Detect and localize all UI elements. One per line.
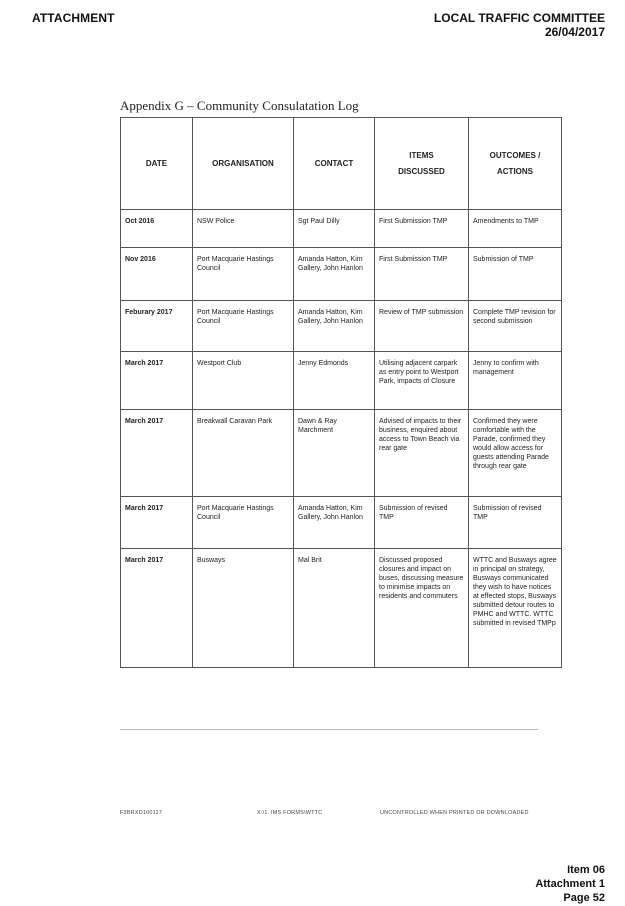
meeting-date: 26/04/2017 [544,25,605,39]
item-number: Item 06 [567,864,605,876]
committee-name: LOCAL TRAFFIC COMMITTEE [433,11,605,25]
header-date: DATE [121,118,193,210]
table-row [121,410,562,497]
cell-organisation: NSW Police [193,210,294,248]
footer-doc-code: F3BRXD100117 [120,810,163,816]
cell-outcomes: Confirmed they were comfortable with the Parade, confirmed they would allow access for guests attending Parade through rear gate [469,410,562,497]
table-row [121,301,562,352]
table-header-row [121,118,562,210]
cell-contact: Jenny Edmonds [294,352,375,410]
cell-items: First Submission TMP [375,210,469,248]
cell-contact: Amanda Hatton, Kim Gallery, John Hanlon [294,248,375,301]
cell-items: Advised of impacts to their business, enquired about access to Town Beach via rear gate [375,410,469,497]
cell-contact: Amanda Hatton, Kim Gallery, John Hanlon [294,497,375,549]
cell-items: Discussed proposed closures and impact on buses, discussing measure to minimise impacts on residents and commuters [375,549,469,668]
table-row [121,210,562,248]
cell-date: March 2017 [121,352,193,410]
attachment-number: Attachment 1 [535,878,605,890]
page-number: Page 52 [563,892,605,904]
cell-date: Feburary 2017 [121,301,193,352]
cell-organisation: Port Macquarie Hastings Council [193,248,294,301]
footer-path: X:\1. IMS FORMS\WTTC [257,810,323,816]
cell-contact: Mal Brit [294,549,375,668]
cell-date: Nov 2016 [121,248,193,301]
footer-divider [120,729,538,730]
cell-organisation: Port Macquarie Hastings Council [193,301,294,352]
header-contact: CONTACT [294,118,375,210]
cell-organisation: Breakwall Caravan Park [193,410,294,497]
cell-date: Oct 2016 [121,210,193,248]
table-row [121,549,562,668]
cell-outcomes: WTTC and Busways agree in principal on strategy, Busways communicated they wish to have notices at effected stops, Busways submitted detour routes to PMHC and WTTC. WTTC submitted in revised TMPp [469,549,562,668]
item-reference [535,863,605,905]
cell-contact: Sgt Paul Dilly [294,210,375,248]
header-items-discussed: ITEMS DISCUSSED [375,118,469,210]
attachment-heading: ATTACHMENT [32,11,115,25]
cell-contact: Amanda Hatton, Kim Gallery, John Hanlon [294,301,375,352]
cell-organisation: Port Macquarie Hastings Council [193,497,294,549]
cell-organisation: Westport Club [193,352,294,410]
cell-outcomes: Complete TMP revision for second submission [469,301,562,352]
consultation-log-table [120,117,562,668]
cell-outcomes: Jenny to confirm with management [469,352,562,410]
footer-notice: UNCONTROLLED WHEN PRINTED OR DOWNLOADED [380,810,529,816]
cell-date: March 2017 [121,410,193,497]
committee-header [434,11,605,39]
table-row [121,497,562,549]
cell-items: Utilising adjacent carpark as entry point to Westport Park, impacts of Closure [375,352,469,410]
cell-items: First Submission TMP [375,248,469,301]
header-outcomes-actions: OUTCOMES / ACTIONS [469,118,562,210]
appendix-title: Appendix G – Community Consulatation Log [120,98,359,113]
header-organisation: ORGANISATION [193,118,294,210]
cell-items: Review of TMP submission [375,301,469,352]
table-row [121,352,562,410]
table-row [121,248,562,301]
cell-outcomes: Amendments to TMP [469,210,562,248]
cell-items: Submission of revised TMP [375,497,469,549]
cell-date: March 2017 [121,549,193,668]
cell-outcomes: Submission of revised TMP [469,497,562,549]
cell-contact: Dawn & Ray Marchment [294,410,375,497]
cell-date: March 2017 [121,497,193,549]
cell-outcomes: Submission of TMP [469,248,562,301]
cell-organisation: Busways [193,549,294,668]
